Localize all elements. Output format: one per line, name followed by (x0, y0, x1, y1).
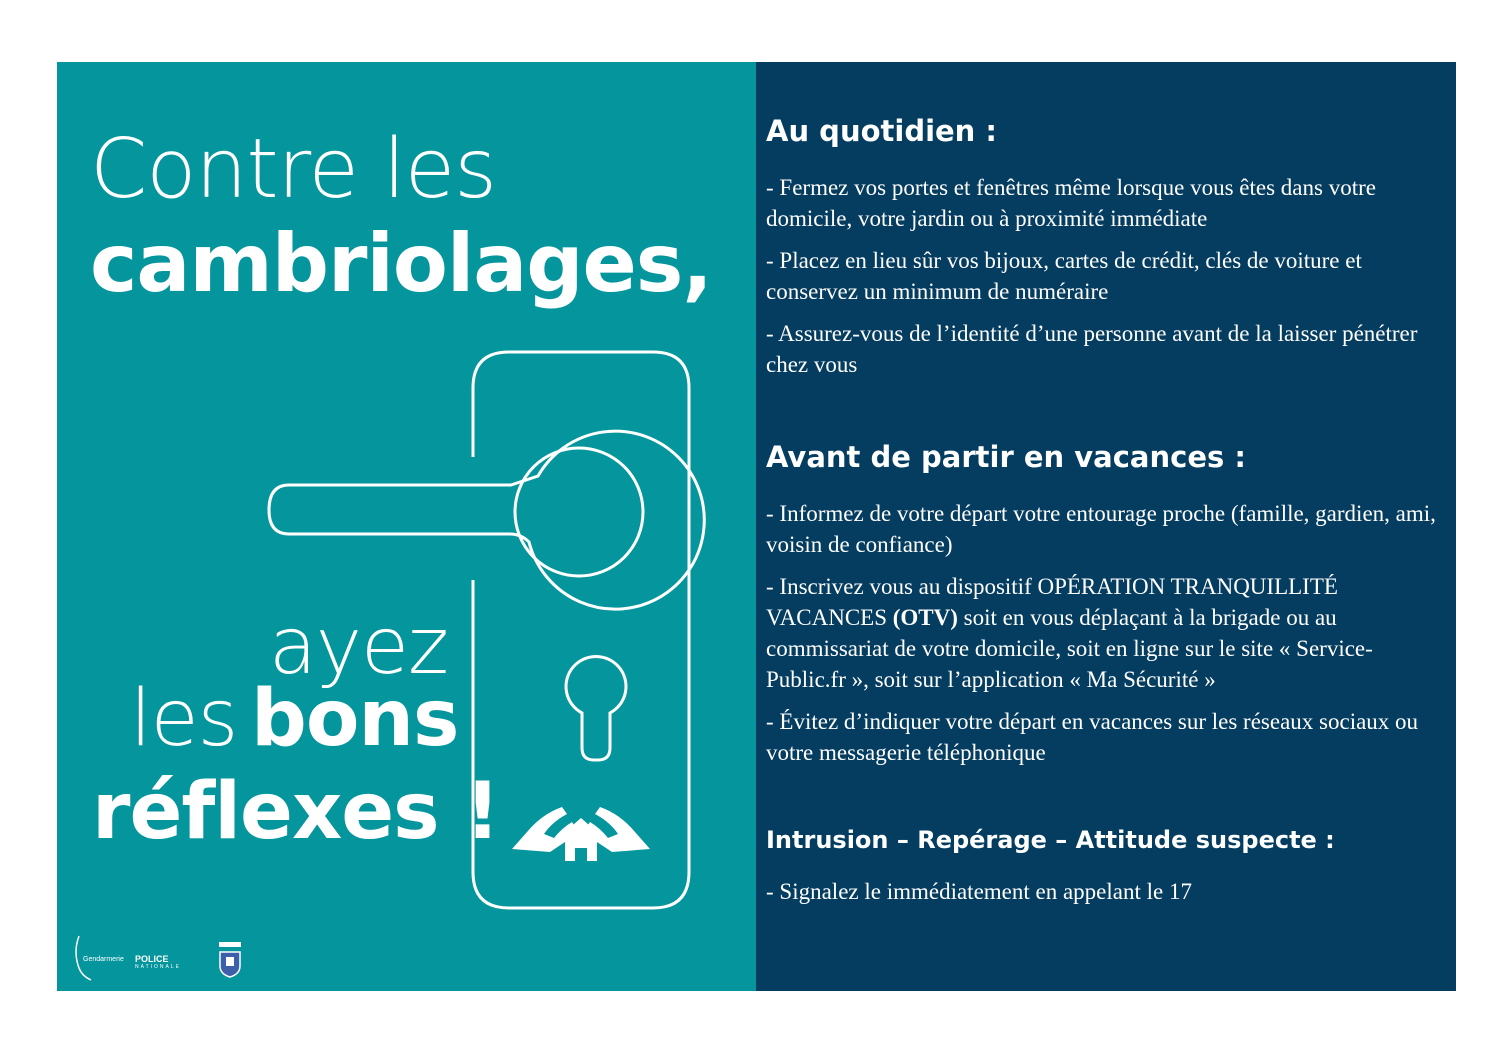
headline-line-1: Contre les (90, 122, 496, 217)
door-handle-illustration (57, 62, 756, 991)
advice-item: - Évitez d’indiquer votre départ en vacances sur les réseaux sociaux ou votre messagerie téléphonique (766, 709, 1419, 765)
crest-logo (215, 940, 245, 978)
advice-item: - Informez de votre départ votre entourage proche (famille, gardien, ami, voisin de confiance) (766, 501, 1436, 557)
section-title-intrusion: Intrusion – Repérage – Attitude suspecte : (766, 826, 1335, 854)
police-sublabel: NATIONALE (135, 964, 181, 970)
advice-item: - Placez en lieu sûr vos bijoux, cartes de crédit, clés de voiture et conservez un minimum de numéraire (766, 248, 1362, 304)
left-panel (57, 62, 756, 991)
advice-item-otv (766, 571, 1441, 695)
advice-list (766, 114, 1441, 918)
headline-line-4-light: les (130, 674, 238, 764)
headline-line-4-bold: bons (251, 674, 459, 764)
right-panel (756, 62, 1456, 991)
headline-line-3: ayez (269, 602, 448, 692)
otv-text-before: - Inscrivez vous au dispositif OPÉRATION TRANQUILLITÉ VACANCES (766, 574, 1338, 630)
headline-line-2: cambriolages, (90, 217, 712, 310)
handle-lever (269, 431, 704, 609)
hands-house-icon (512, 807, 650, 861)
section-title-daily: Au quotidien : (766, 114, 998, 148)
otv-text-after: soit en vous déplaçant à la brigade ou au commissariat de votre domicile, soit en ligne sur le site « Service-Public.fr », soit sur l’application « Ma Sécurité » (766, 605, 1373, 692)
section-title-vacation: Avant de partir en vacances : (766, 440, 1246, 474)
police-label: POLICE (135, 954, 169, 964)
headline-line-5: réflexes ! (92, 767, 500, 857)
otv-acronym: (OTV) (892, 605, 958, 630)
gendarmerie-label: Gendarmerie (83, 956, 124, 963)
advice-item: - Assurez-vous de l’identité d’une personne avant de la laisser pénétrer chez vous (766, 321, 1418, 377)
police-logo (135, 954, 181, 970)
advice-item: - Signalez le immédiatement en appelant le 17 (766, 879, 1192, 904)
keyhole-icon (566, 656, 626, 760)
handle-rosette (515, 448, 643, 576)
poster (57, 62, 1456, 991)
advice-item: - Fermez vos portes et fenêtres même lorsque vous êtes dans votre domicile, votre jardin ou à proximité immédiate (766, 175, 1376, 231)
